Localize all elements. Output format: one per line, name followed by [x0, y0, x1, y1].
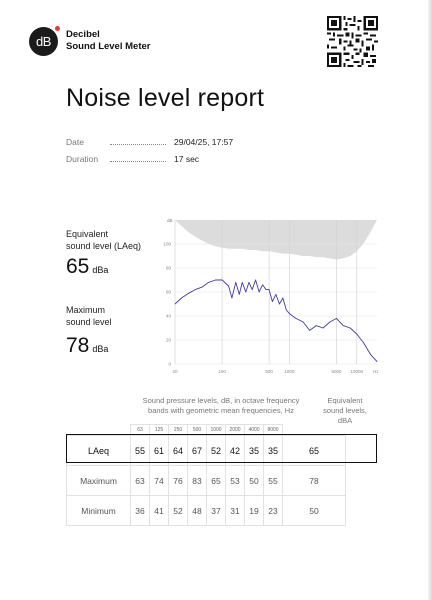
equivalent-level-cell: 65 [283, 436, 346, 466]
level-cell: 76 [169, 466, 188, 496]
level-cell: 52 [207, 436, 226, 466]
maximum-level-value [66, 334, 108, 358]
equivalent-header-line1: Equivalent [327, 396, 363, 405]
level-cell: 42 [226, 436, 245, 466]
maximum-label-line1: Maximum [66, 305, 106, 315]
spectrum-point [272, 301, 273, 302]
equivalent-level-cell: 50 [283, 496, 346, 526]
brand-line2: Sound Level Meter [66, 41, 151, 52]
frequency-header-cell: 250 [169, 425, 188, 436]
frequency-spectrum-chart [162, 212, 384, 380]
page-title: Noise level report [66, 84, 265, 112]
duration-label: Duration [66, 154, 99, 164]
equivalent-label-line1: Equivalent [66, 229, 109, 239]
frequency-header-cell: 2000 [226, 425, 245, 436]
row-label: LAeq [67, 436, 131, 466]
brand-line1: Decibel [66, 29, 100, 40]
level-cell: 65 [207, 466, 226, 496]
spectrum-point [252, 289, 253, 290]
level-cell: 64 [169, 436, 188, 466]
app-logo [29, 27, 58, 56]
duration-value: 17 sec [174, 154, 200, 164]
equivalent-value-number: 65 [66, 255, 90, 278]
y-axis-unit: dB [167, 218, 173, 223]
spectrum-point [363, 342, 364, 343]
spectrum-point [181, 298, 182, 299]
spectrum-point [266, 289, 267, 290]
y-tick-label: 60 [165, 289, 171, 295]
dotted-leader [110, 161, 166, 162]
frequency-header-cell: 1000 [207, 425, 226, 436]
y-tick-label: 20 [165, 337, 171, 343]
spectrum-point [201, 287, 202, 288]
spectrum-point [232, 298, 233, 299]
spectrum-point [343, 325, 344, 326]
spectrum-point [245, 292, 246, 293]
logo-dot-icon [55, 26, 60, 31]
spectrum-point [303, 322, 304, 323]
frequency-header-cell: 8000 [264, 425, 283, 436]
equivalent-level-cell: 78 [283, 466, 346, 496]
spectrum-point [242, 282, 243, 283]
row-label: Minimum [67, 496, 131, 526]
level-cell: 37 [207, 496, 226, 526]
y-tick-label: 40 [165, 313, 171, 319]
level-cell: 55 [264, 466, 283, 496]
spectrum-point [356, 334, 357, 335]
level-cell: 63 [131, 466, 150, 496]
duration-row [66, 154, 200, 164]
row-label: Maximum [67, 466, 131, 496]
level-cell: 48 [188, 496, 207, 526]
equivalent-value-unit: dBa [92, 265, 109, 275]
level-cell: 36 [131, 496, 150, 526]
table-header-line1: Sound pressure levels, dB, in octave frequency [142, 396, 300, 405]
level-cell: 52 [169, 496, 188, 526]
spectrum-point [222, 280, 223, 281]
spectrum-point [239, 294, 240, 295]
spectrum-point [289, 313, 290, 314]
table-row [67, 496, 346, 526]
spectrum-point [336, 318, 337, 319]
level-cell: 61 [150, 436, 169, 466]
maximum-value-unit: dBa [92, 344, 109, 354]
logo-text: dB [36, 34, 51, 49]
spectrum-point [283, 298, 284, 299]
spectrum-point [269, 289, 270, 290]
y-tick-label: 0 [168, 361, 171, 367]
level-cell: 83 [188, 466, 207, 496]
spectrum-point [330, 322, 331, 323]
level-cell: 67 [188, 436, 207, 466]
frequency-header-cell: 63 [131, 425, 150, 436]
spectrum-point [377, 361, 378, 362]
x-tick-label: 20 [172, 369, 178, 374]
spectrum-point [286, 310, 287, 311]
qr-code-icon [327, 16, 378, 67]
x-tick-label: 10000 [350, 369, 363, 374]
spectrum-point [279, 304, 280, 305]
level-cell: 53 [226, 466, 245, 496]
frequency-header-cell: 125 [150, 425, 169, 436]
brand-name [66, 29, 150, 53]
level-cell: 35 [264, 436, 283, 466]
table-header-equivalent [312, 396, 378, 426]
level-cell: 31 [226, 496, 245, 526]
spectrum-point [370, 354, 371, 355]
equivalent-label-line2: sound level (LAeq) [66, 241, 142, 251]
spectrum-point [228, 286, 229, 287]
maximum-label-line2: sound level [66, 317, 112, 327]
spectrum-point [215, 280, 216, 281]
spectrum-point [188, 293, 189, 294]
spectrum-point [235, 282, 236, 283]
table-header-octave [130, 396, 312, 416]
level-cell: 23 [264, 496, 283, 526]
spectrum-point [350, 328, 351, 329]
spectrum-point [249, 282, 250, 283]
maximum-level-label [66, 304, 112, 328]
dotted-leader [110, 144, 166, 145]
date-label: Date [66, 137, 84, 147]
x-tick-label: 500 [265, 369, 273, 374]
page-edge [428, 0, 432, 600]
date-row [66, 137, 234, 147]
x-tick-label: 100 [218, 369, 226, 374]
spectrum-point [316, 325, 317, 326]
table-row [67, 466, 346, 496]
spectrum-point [208, 282, 209, 283]
threshold-area [175, 220, 377, 260]
date-value: 29/04/25, 17:57 [174, 137, 234, 147]
spectrum-point [323, 328, 324, 329]
level-cell: 50 [245, 466, 264, 496]
table-header-line2: bands with geometric mean frequencies, Hz [148, 406, 294, 415]
spectrum-point [276, 294, 277, 295]
spectrum-point [259, 292, 260, 293]
x-axis-unit: Hz [373, 369, 379, 374]
equivalent-header-line3: dBA [337, 416, 353, 425]
spectrum-point [195, 289, 196, 290]
equivalent-level-label [66, 228, 141, 252]
maximum-value-number: 78 [66, 334, 90, 357]
equivalent-level-value [66, 255, 108, 279]
spectrum-point [309, 330, 310, 331]
level-cell: 35 [245, 436, 264, 466]
spectrum-point [296, 318, 297, 319]
spectrum-point [255, 280, 256, 281]
y-tick-label: 80 [165, 265, 171, 271]
frequency-header-cell: 500 [188, 425, 207, 436]
x-tick-label: 1000 [284, 369, 295, 374]
level-cell: 19 [245, 496, 264, 526]
spectrum-point [175, 304, 176, 305]
y-tick-label: 100 [163, 241, 171, 247]
equivalent-header-line2: sound levels, [323, 406, 367, 415]
frequency-header-cell: 4000 [245, 425, 264, 436]
level-cell: 41 [150, 496, 169, 526]
level-cell: 74 [150, 466, 169, 496]
x-tick-label: 5000 [331, 369, 342, 374]
spectrum-point [262, 284, 263, 285]
laeq-row-highlight [66, 434, 377, 463]
level-cell: 55 [131, 436, 150, 466]
